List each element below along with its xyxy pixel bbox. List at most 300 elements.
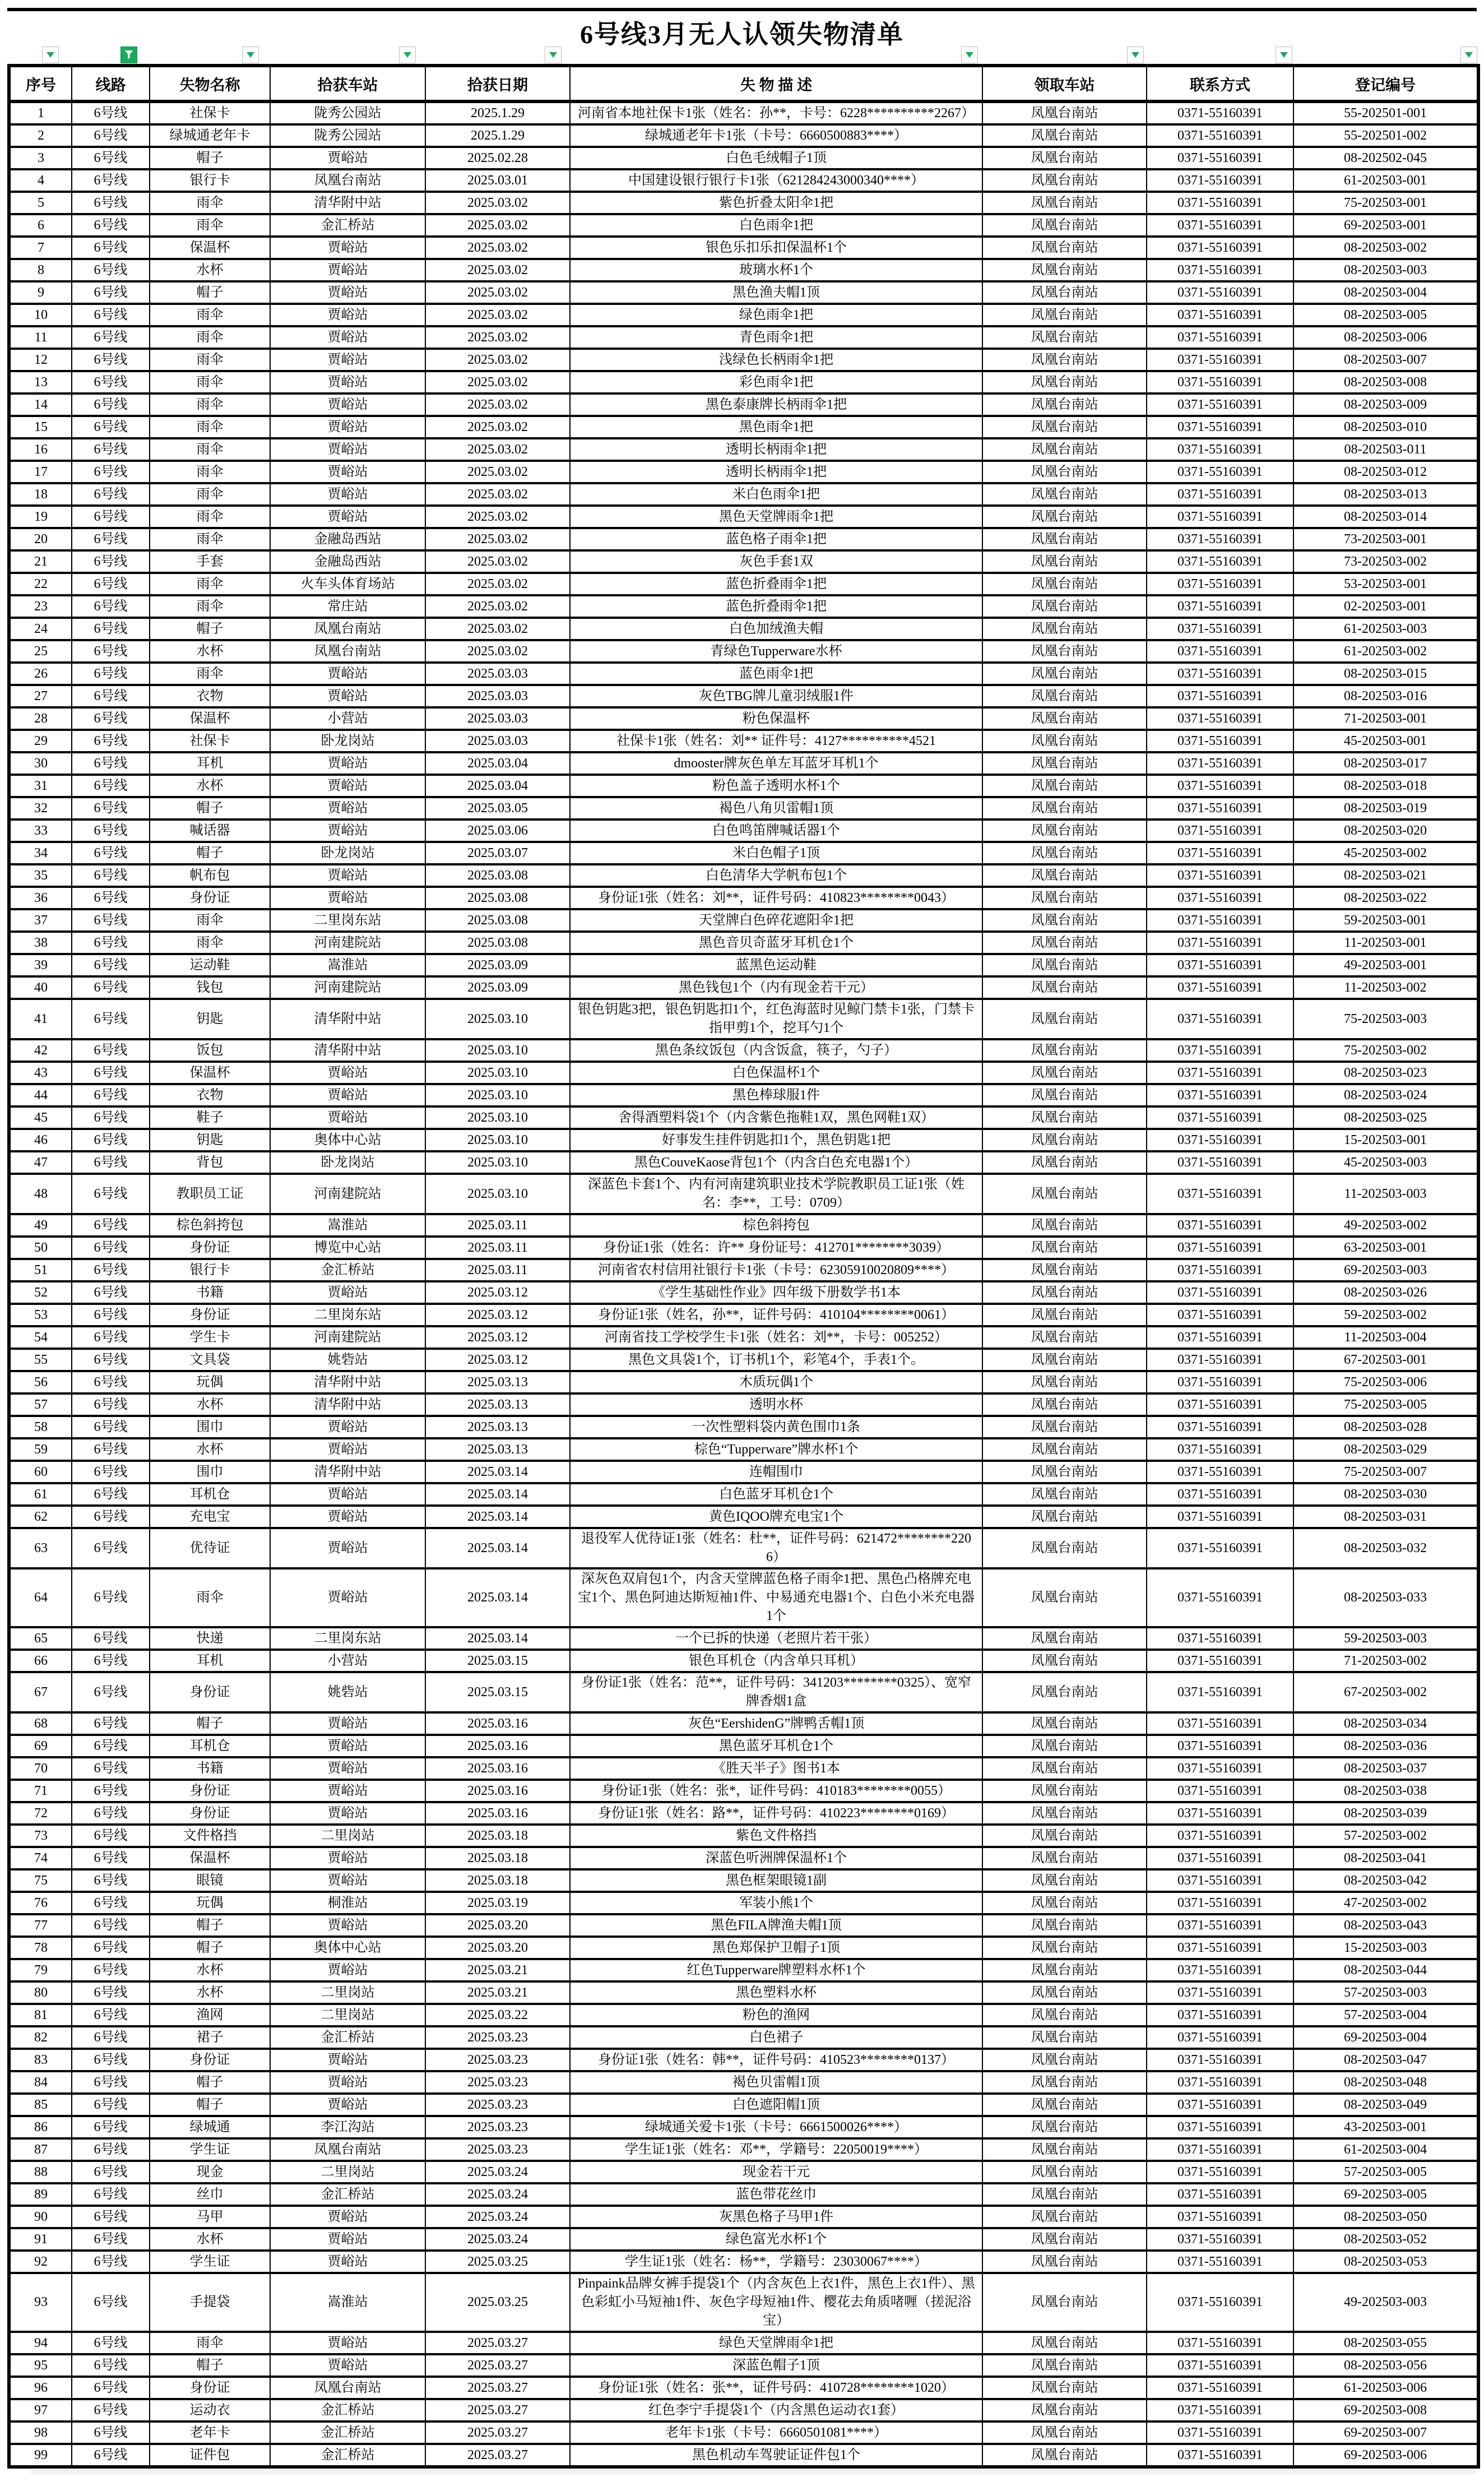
cell-line[interactable]: 6号线 bbox=[72, 1802, 150, 1825]
cell-line[interactable]: 6号线 bbox=[72, 797, 150, 819]
cell-item[interactable]: 保温杯 bbox=[150, 237, 270, 259]
cell-pickup_station[interactable]: 凤凰台南站 bbox=[982, 1237, 1147, 1259]
cell-reg_no[interactable]: 08-202503-015 bbox=[1293, 663, 1478, 685]
cell-found_date[interactable]: 2025.03.08 bbox=[425, 887, 570, 909]
cell-contact[interactable]: 0371-55160391 bbox=[1147, 1672, 1293, 1712]
cell-contact[interactable]: 0371-55160391 bbox=[1147, 1349, 1293, 1371]
cell-contact[interactable]: 0371-55160391 bbox=[1147, 707, 1293, 730]
cell-line[interactable]: 6号线 bbox=[72, 1825, 150, 1847]
cell-line[interactable]: 6号线 bbox=[72, 1937, 150, 1959]
cell-found_date[interactable]: 2025.03.03 bbox=[425, 730, 570, 752]
cell-no[interactable]: 71 bbox=[9, 1780, 72, 1802]
cell-line[interactable]: 6号线 bbox=[72, 326, 150, 349]
cell-found_station[interactable]: 二里岗站 bbox=[270, 2004, 425, 2026]
cell-item[interactable]: 雨伞 bbox=[150, 461, 270, 483]
cell-item[interactable]: 眼镜 bbox=[150, 1869, 270, 1892]
cell-pickup_station[interactable]: 凤凰台南站 bbox=[982, 1438, 1147, 1461]
cell-reg_no[interactable]: 75-202503-001 bbox=[1293, 192, 1478, 214]
cell-description[interactable]: 褐色贝雷帽1顶 bbox=[570, 2071, 982, 2094]
cell-description[interactable]: 黑色框架眼镜1副 bbox=[570, 1869, 982, 1892]
cell-description[interactable]: 黑色FILA牌渔夫帽1顶 bbox=[570, 1914, 982, 1937]
cell-found_date[interactable]: 2025.03.23 bbox=[425, 2049, 570, 2071]
cell-pickup_station[interactable]: 凤凰台南站 bbox=[982, 2421, 1147, 2444]
cell-found_station[interactable]: 贾峪站 bbox=[270, 663, 425, 685]
cell-contact[interactable]: 0371-55160391 bbox=[1147, 2332, 1293, 2354]
cell-no[interactable]: 32 bbox=[9, 797, 72, 819]
cell-contact[interactable]: 0371-55160391 bbox=[1147, 1062, 1293, 1084]
cell-item[interactable]: 雨伞 bbox=[150, 371, 270, 393]
cell-found_station[interactable]: 贾峪站 bbox=[270, 2094, 425, 2116]
cell-found_date[interactable]: 2025.03.13 bbox=[425, 1371, 570, 1393]
cell-found_date[interactable]: 2025.03.02 bbox=[425, 595, 570, 618]
cell-no[interactable]: 31 bbox=[9, 775, 72, 797]
cell-line[interactable]: 6号线 bbox=[72, 2421, 150, 2444]
cell-found_station[interactable]: 贾峪站 bbox=[270, 1062, 425, 1084]
cell-description[interactable]: 黑色泰康牌长柄雨伞1把 bbox=[570, 393, 982, 416]
cell-line[interactable]: 6号线 bbox=[72, 2377, 150, 2399]
cell-line[interactable]: 6号线 bbox=[72, 730, 150, 752]
cell-description[interactable]: 灰色TBG牌儿童羽绒服1件 bbox=[570, 685, 982, 707]
cell-reg_no[interactable]: 43-202503-001 bbox=[1293, 2116, 1478, 2138]
cell-pickup_station[interactable]: 凤凰台南站 bbox=[982, 1937, 1147, 1959]
cell-reg_no[interactable]: 08-202503-003 bbox=[1293, 259, 1478, 281]
cell-found_station[interactable]: 贾峪站 bbox=[270, 461, 425, 483]
cell-item[interactable]: 银行卡 bbox=[150, 169, 270, 192]
cell-found_date[interactable]: 2025.03.12 bbox=[425, 1281, 570, 1304]
cell-pickup_station[interactable]: 凤凰台南站 bbox=[982, 1780, 1147, 1802]
cell-found_station[interactable]: 贾峪站 bbox=[270, 483, 425, 506]
cell-description[interactable]: 白色保温杯1个 bbox=[570, 1062, 982, 1084]
cell-contact[interactable]: 0371-55160391 bbox=[1147, 1914, 1293, 1937]
cell-pickup_station[interactable]: 凤凰台南站 bbox=[982, 1062, 1147, 1084]
cell-item[interactable]: 帽子 bbox=[150, 1712, 270, 1735]
cell-no[interactable]: 87 bbox=[9, 2138, 72, 2161]
cell-pickup_station[interactable]: 凤凰台南站 bbox=[982, 1981, 1147, 2004]
cell-found_station[interactable]: 二里岗东站 bbox=[270, 909, 425, 932]
cell-reg_no[interactable]: 08-202503-047 bbox=[1293, 2049, 1478, 2071]
cell-contact[interactable]: 0371-55160391 bbox=[1147, 663, 1293, 685]
cell-no[interactable]: 17 bbox=[9, 461, 72, 483]
cell-no[interactable]: 92 bbox=[9, 2251, 72, 2273]
cell-no[interactable]: 25 bbox=[9, 640, 72, 663]
cell-found_station[interactable]: 陇秀公园站 bbox=[270, 124, 425, 147]
cell-pickup_station[interactable]: 凤凰台南站 bbox=[982, 2332, 1147, 2354]
cell-pickup_station[interactable]: 凤凰台南站 bbox=[982, 393, 1147, 416]
cell-found_station[interactable]: 贾峪站 bbox=[270, 1438, 425, 1461]
cell-no[interactable]: 95 bbox=[9, 2354, 72, 2377]
cell-line[interactable]: 6号线 bbox=[72, 707, 150, 730]
cell-description[interactable]: 蓝色带花丝巾 bbox=[570, 2183, 982, 2206]
cell-contact[interactable]: 0371-55160391 bbox=[1147, 909, 1293, 932]
cell-reg_no[interactable]: 59-202503-003 bbox=[1293, 1627, 1478, 1650]
cell-no[interactable]: 90 bbox=[9, 2206, 72, 2228]
cell-pickup_station[interactable]: 凤凰台南站 bbox=[982, 1129, 1147, 1151]
cell-found_station[interactable]: 贾峪站 bbox=[270, 797, 425, 819]
cell-reg_no[interactable]: 08-202503-024 bbox=[1293, 1084, 1478, 1106]
cell-reg_no[interactable]: 08-202503-014 bbox=[1293, 506, 1478, 528]
cell-description[interactable]: 紫色折叠太阳伞1把 bbox=[570, 192, 982, 214]
cell-line[interactable]: 6号线 bbox=[72, 1039, 150, 1062]
cell-contact[interactable]: 0371-55160391 bbox=[1147, 618, 1293, 640]
cell-found_station[interactable]: 博览中心站 bbox=[270, 1237, 425, 1259]
cell-pickup_station[interactable]: 凤凰台南站 bbox=[982, 371, 1147, 393]
cell-contact[interactable]: 0371-55160391 bbox=[1147, 147, 1293, 169]
cell-description[interactable]: 好事发生挂件钥匙扣1个，黑色钥匙1把 bbox=[570, 1129, 982, 1151]
cell-reg_no[interactable]: 08-202503-033 bbox=[1293, 1568, 1478, 1627]
cell-line[interactable]: 6号线 bbox=[72, 393, 150, 416]
cell-contact[interactable]: 0371-55160391 bbox=[1147, 528, 1293, 550]
cell-found_date[interactable]: 2025.03.02 bbox=[425, 550, 570, 573]
cell-item[interactable]: 保温杯 bbox=[150, 1847, 270, 1869]
cell-found_station[interactable]: 贾峪站 bbox=[270, 1568, 425, 1627]
cell-item[interactable]: 书籍 bbox=[150, 1757, 270, 1780]
cell-line[interactable]: 6号线 bbox=[72, 954, 150, 976]
cell-pickup_station[interactable]: 凤凰台南站 bbox=[982, 259, 1147, 281]
cell-no[interactable]: 8 bbox=[9, 259, 72, 281]
cell-found_date[interactable]: 2025.03.11 bbox=[425, 1214, 570, 1237]
cell-pickup_station[interactable]: 凤凰台南站 bbox=[982, 1349, 1147, 1371]
cell-pickup_station[interactable]: 凤凰台南站 bbox=[982, 1892, 1147, 1914]
cell-found_date[interactable]: 2025.1.29 bbox=[425, 124, 570, 147]
cell-pickup_station[interactable]: 凤凰台南站 bbox=[982, 124, 1147, 147]
cell-found_date[interactable]: 2025.03.02 bbox=[425, 461, 570, 483]
cell-reg_no[interactable]: 08-202503-049 bbox=[1293, 2094, 1478, 2116]
cell-description[interactable]: 白色清华大学帆布包1个 bbox=[570, 864, 982, 887]
cell-found_station[interactable]: 贾峪站 bbox=[270, 237, 425, 259]
cell-description[interactable]: 透明长柄雨伞1把 bbox=[570, 438, 982, 461]
cell-reg_no[interactable]: 08-202503-056 bbox=[1293, 2354, 1478, 2377]
cell-line[interactable]: 6号线 bbox=[72, 2228, 150, 2251]
cell-found_station[interactable]: 小营站 bbox=[270, 1650, 425, 1672]
cell-found_station[interactable]: 凤凰台南站 bbox=[270, 640, 425, 663]
cell-pickup_station[interactable]: 凤凰台南站 bbox=[982, 237, 1147, 259]
cell-reg_no[interactable]: 11-202503-002 bbox=[1293, 976, 1478, 999]
cell-contact[interactable]: 0371-55160391 bbox=[1147, 214, 1293, 237]
cell-reg_no[interactable]: 08-202503-043 bbox=[1293, 1914, 1478, 1937]
cell-pickup_station[interactable]: 凤凰台南站 bbox=[982, 550, 1147, 573]
cell-item[interactable]: 帽子 bbox=[150, 2094, 270, 2116]
cell-description[interactable]: 身份证1张（姓名：范**，证件号码：341203********0325）、宽窄牌香烟1盒 bbox=[570, 1672, 982, 1712]
cell-description[interactable]: 银色钥匙3把，银色钥匙扣1个，红色海蓝时见鲸门禁卡1张，门禁卡指甲剪1个，挖耳勺1个 bbox=[570, 999, 982, 1039]
cell-no[interactable]: 37 bbox=[9, 909, 72, 932]
cell-item[interactable]: 耳机仓 bbox=[150, 1483, 270, 1506]
cell-no[interactable]: 33 bbox=[9, 819, 72, 842]
cell-found_date[interactable]: 2025.03.27 bbox=[425, 2399, 570, 2421]
cell-found_date[interactable]: 2025.03.24 bbox=[425, 2206, 570, 2228]
cell-pickup_station[interactable]: 凤凰台南站 bbox=[982, 1650, 1147, 1672]
cell-line[interactable]: 6号线 bbox=[72, 663, 150, 685]
cell-no[interactable]: 49 bbox=[9, 1214, 72, 1237]
cell-found_station[interactable]: 贾峪站 bbox=[270, 2049, 425, 2071]
cell-found_station[interactable]: 清华附中站 bbox=[270, 192, 425, 214]
cell-found_date[interactable]: 2025.03.10 bbox=[425, 1084, 570, 1106]
cell-line[interactable]: 6号线 bbox=[72, 2049, 150, 2071]
cell-no[interactable]: 42 bbox=[9, 1039, 72, 1062]
cell-pickup_station[interactable]: 凤凰台南站 bbox=[982, 1326, 1147, 1349]
cell-found_date[interactable]: 2025.03.02 bbox=[425, 304, 570, 326]
cell-pickup_station[interactable]: 凤凰台南站 bbox=[982, 1712, 1147, 1735]
cell-no[interactable]: 4 bbox=[9, 169, 72, 192]
cell-reg_no[interactable]: 69-202503-003 bbox=[1293, 1259, 1478, 1281]
cell-pickup_station[interactable]: 凤凰台南站 bbox=[982, 1802, 1147, 1825]
cell-no[interactable]: 81 bbox=[9, 2004, 72, 2026]
cell-no[interactable]: 52 bbox=[9, 1281, 72, 1304]
cell-found_station[interactable]: 贾峪站 bbox=[270, 1847, 425, 1869]
cell-found_station[interactable]: 清华附中站 bbox=[270, 1393, 425, 1416]
cell-reg_no[interactable]: 75-202503-003 bbox=[1293, 999, 1478, 1039]
cell-no[interactable]: 61 bbox=[9, 1483, 72, 1506]
cell-description[interactable]: 青绿色Tupperware水杯 bbox=[570, 640, 982, 663]
cell-description[interactable]: 学生证1张（姓名：邓**，学籍号：22050019****） bbox=[570, 2138, 982, 2161]
cell-line[interactable]: 6号线 bbox=[72, 1528, 150, 1568]
cell-found_date[interactable]: 2025.03.27 bbox=[425, 2377, 570, 2399]
cell-found_station[interactable]: 金汇桥站 bbox=[270, 2421, 425, 2444]
cell-item[interactable]: 雨伞 bbox=[150, 438, 270, 461]
cell-found_station[interactable]: 贾峪站 bbox=[270, 259, 425, 281]
cell-found_station[interactable]: 姚砦站 bbox=[270, 1672, 425, 1712]
cell-contact[interactable]: 0371-55160391 bbox=[1147, 393, 1293, 416]
cell-line[interactable]: 6号线 bbox=[72, 1174, 150, 1214]
cell-description[interactable]: 黑色天堂牌雨伞1把 bbox=[570, 506, 982, 528]
cell-no[interactable]: 7 bbox=[9, 237, 72, 259]
cell-reg_no[interactable]: 47-202503-002 bbox=[1293, 1892, 1478, 1914]
cell-found_date[interactable]: 2025.03.23 bbox=[425, 2026, 570, 2049]
cell-item[interactable]: 玩偶 bbox=[150, 1892, 270, 1914]
cell-pickup_station[interactable]: 凤凰台南站 bbox=[982, 349, 1147, 371]
cell-line[interactable]: 6号线 bbox=[72, 1959, 150, 1981]
cell-found_station[interactable]: 李江沟站 bbox=[270, 2116, 425, 2138]
cell-description[interactable]: 蓝色折叠雨伞1把 bbox=[570, 573, 982, 595]
cell-description[interactable]: 蓝色雨伞1把 bbox=[570, 663, 982, 685]
cell-found_station[interactable]: 金汇桥站 bbox=[270, 2399, 425, 2421]
cell-line[interactable]: 6号线 bbox=[72, 618, 150, 640]
cell-found_station[interactable]: 贾峪站 bbox=[270, 1712, 425, 1735]
cell-found_station[interactable]: 贾峪站 bbox=[270, 1528, 425, 1568]
cell-no[interactable]: 15 bbox=[9, 416, 72, 438]
cell-line[interactable]: 6号线 bbox=[72, 214, 150, 237]
cell-contact[interactable]: 0371-55160391 bbox=[1147, 976, 1293, 999]
cell-line[interactable]: 6号线 bbox=[72, 2161, 150, 2183]
cell-found_date[interactable]: 2025.03.11 bbox=[425, 1259, 570, 1281]
cell-found_date[interactable]: 2025.03.18 bbox=[425, 1869, 570, 1892]
cell-contact[interactable]: 0371-55160391 bbox=[1147, 932, 1293, 954]
cell-line[interactable]: 6号线 bbox=[72, 2094, 150, 2116]
cell-no[interactable]: 35 bbox=[9, 864, 72, 887]
cell-reg_no[interactable]: 61-202503-003 bbox=[1293, 618, 1478, 640]
cell-item[interactable]: 钱包 bbox=[150, 976, 270, 999]
cell-no[interactable]: 14 bbox=[9, 393, 72, 416]
cell-item[interactable]: 衣物 bbox=[150, 685, 270, 707]
column-header-contact[interactable]: 联系方式 bbox=[1147, 66, 1293, 101]
cell-contact[interactable]: 0371-55160391 bbox=[1147, 1735, 1293, 1757]
cell-found_station[interactable]: 河南建院站 bbox=[270, 976, 425, 999]
cell-found_date[interactable]: 2025.03.10 bbox=[425, 1106, 570, 1129]
cell-pickup_station[interactable]: 凤凰台南站 bbox=[982, 2161, 1147, 2183]
cell-contact[interactable]: 0371-55160391 bbox=[1147, 506, 1293, 528]
cell-reg_no[interactable]: 71-202503-002 bbox=[1293, 1650, 1478, 1672]
cell-line[interactable]: 6号线 bbox=[72, 1981, 150, 2004]
cell-found_station[interactable]: 二里岗东站 bbox=[270, 1627, 425, 1650]
cell-reg_no[interactable]: 08-202503-031 bbox=[1293, 1506, 1478, 1528]
cell-line[interactable]: 6号线 bbox=[72, 192, 150, 214]
cell-item[interactable]: 耳机仓 bbox=[150, 1735, 270, 1757]
cell-found_date[interactable]: 2025.03.06 bbox=[425, 819, 570, 842]
cell-found_date[interactable]: 2025.03.10 bbox=[425, 1129, 570, 1151]
cell-reg_no[interactable]: 15-202503-001 bbox=[1293, 1129, 1478, 1151]
cell-description[interactable]: 身份证1张（姓名：路**，证件号码：410223********0169） bbox=[570, 1802, 982, 1825]
cell-description[interactable]: 一次性塑料袋内黄色围巾1条 bbox=[570, 1416, 982, 1438]
cell-item[interactable]: 背包 bbox=[150, 1151, 270, 1174]
cell-no[interactable]: 29 bbox=[9, 730, 72, 752]
cell-no[interactable]: 65 bbox=[9, 1627, 72, 1650]
cell-no[interactable]: 72 bbox=[9, 1802, 72, 1825]
cell-contact[interactable]: 0371-55160391 bbox=[1147, 797, 1293, 819]
cell-found_date[interactable]: 2025.03.16 bbox=[425, 1780, 570, 1802]
cell-found_station[interactable]: 贾峪站 bbox=[270, 1735, 425, 1757]
cell-description[interactable]: 绿城通老年卡1张（卡号：6660500883****） bbox=[570, 124, 982, 147]
cell-reg_no[interactable]: 08-202503-022 bbox=[1293, 887, 1478, 909]
cell-reg_no[interactable]: 08-202503-048 bbox=[1293, 2071, 1478, 2094]
cell-no[interactable]: 50 bbox=[9, 1237, 72, 1259]
cell-line[interactable]: 6号线 bbox=[72, 1371, 150, 1393]
cell-reg_no[interactable]: 08-202503-029 bbox=[1293, 1438, 1478, 1461]
cell-no[interactable]: 59 bbox=[9, 1438, 72, 1461]
cell-reg_no[interactable]: 08-202503-042 bbox=[1293, 1869, 1478, 1892]
cell-contact[interactable]: 0371-55160391 bbox=[1147, 2421, 1293, 2444]
cell-description[interactable]: 木质玩偶1个 bbox=[570, 1371, 982, 1393]
cell-item[interactable]: 雨伞 bbox=[150, 1568, 270, 1627]
cell-reg_no[interactable]: 02-202503-001 bbox=[1293, 595, 1478, 618]
cell-item[interactable]: 水杯 bbox=[150, 259, 270, 281]
cell-item[interactable]: 文件格挡 bbox=[150, 1825, 270, 1847]
cell-found_date[interactable]: 2025.03.10 bbox=[425, 1039, 570, 1062]
cell-no[interactable]: 63 bbox=[9, 1528, 72, 1568]
cell-found_date[interactable]: 2025.03.02 bbox=[425, 237, 570, 259]
cell-description[interactable]: 紫色文件格挡 bbox=[570, 1825, 982, 1847]
cell-description[interactable]: 黑色条纹饭包（内含饭盒，筷子，勺子） bbox=[570, 1039, 982, 1062]
cell-found_station[interactable]: 贾峪站 bbox=[270, 147, 425, 169]
cell-line[interactable]: 6号线 bbox=[72, 147, 150, 169]
cell-contact[interactable]: 0371-55160391 bbox=[1147, 1712, 1293, 1735]
cell-found_date[interactable]: 2025.02.28 bbox=[425, 147, 570, 169]
cell-found_date[interactable]: 2025.03.14 bbox=[425, 1461, 570, 1483]
cell-no[interactable]: 85 bbox=[9, 2094, 72, 2116]
cell-found_date[interactable]: 2025.03.02 bbox=[425, 506, 570, 528]
cell-pickup_station[interactable]: 凤凰台南站 bbox=[982, 707, 1147, 730]
cell-reg_no[interactable]: 69-202503-005 bbox=[1293, 2183, 1478, 2206]
cell-reg_no[interactable]: 08-202503-023 bbox=[1293, 1062, 1478, 1084]
cell-no[interactable]: 23 bbox=[9, 595, 72, 618]
cell-no[interactable]: 16 bbox=[9, 438, 72, 461]
cell-reg_no[interactable]: 75-202503-007 bbox=[1293, 1461, 1478, 1483]
cell-pickup_station[interactable]: 凤凰台南站 bbox=[982, 1735, 1147, 1757]
cell-description[interactable]: 粉色盖子透明水杯1个 bbox=[570, 775, 982, 797]
cell-line[interactable]: 6号线 bbox=[72, 2354, 150, 2377]
cell-reg_no[interactable]: 53-202503-001 bbox=[1293, 573, 1478, 595]
cell-contact[interactable]: 0371-55160391 bbox=[1147, 2273, 1293, 2332]
cell-contact[interactable]: 0371-55160391 bbox=[1147, 1438, 1293, 1461]
cell-description[interactable]: 白色遮阳帽1顶 bbox=[570, 2094, 982, 2116]
cell-no[interactable]: 82 bbox=[9, 2026, 72, 2049]
cell-item[interactable]: 渔网 bbox=[150, 2004, 270, 2026]
cell-reg_no[interactable]: 08-202503-016 bbox=[1293, 685, 1478, 707]
cell-item[interactable]: 饭包 bbox=[150, 1039, 270, 1062]
cell-reg_no[interactable]: 61-202503-006 bbox=[1293, 2377, 1478, 2399]
cell-line[interactable]: 6号线 bbox=[72, 2399, 150, 2421]
cell-description[interactable]: 退役军人优待证1张（姓名：杜**，证件号码：621472********2206） bbox=[570, 1528, 982, 1568]
cell-found_date[interactable]: 2025.03.24 bbox=[425, 2228, 570, 2251]
cell-no[interactable]: 88 bbox=[9, 2161, 72, 2183]
cell-found_station[interactable]: 河南建院站 bbox=[270, 1326, 425, 1349]
cell-reg_no[interactable]: 69-202503-007 bbox=[1293, 2421, 1478, 2444]
cell-item[interactable]: 水杯 bbox=[150, 775, 270, 797]
cell-found_date[interactable]: 2025.03.04 bbox=[425, 775, 570, 797]
cell-found_station[interactable]: 贾峪站 bbox=[270, 1869, 425, 1892]
cell-item[interactable]: 学生卡 bbox=[150, 1326, 270, 1349]
cell-contact[interactable]: 0371-55160391 bbox=[1147, 573, 1293, 595]
cell-item[interactable]: 身份证 bbox=[150, 2049, 270, 2071]
cell-found_station[interactable]: 贾峪站 bbox=[270, 326, 425, 349]
cell-reg_no[interactable]: 08-202503-004 bbox=[1293, 281, 1478, 304]
cell-line[interactable]: 6号线 bbox=[72, 752, 150, 775]
cell-description[interactable]: 粉色保温杯 bbox=[570, 707, 982, 730]
cell-pickup_station[interactable]: 凤凰台南站 bbox=[982, 416, 1147, 438]
cell-reg_no[interactable]: 69-202503-001 bbox=[1293, 214, 1478, 237]
cell-line[interactable]: 6号线 bbox=[72, 1506, 150, 1528]
cell-contact[interactable]: 0371-55160391 bbox=[1147, 775, 1293, 797]
cell-found_date[interactable]: 2025.03.23 bbox=[425, 2071, 570, 2094]
cell-found_date[interactable]: 2025.03.21 bbox=[425, 1959, 570, 1981]
cell-contact[interactable]: 0371-55160391 bbox=[1147, 1174, 1293, 1214]
cell-found_date[interactable]: 2025.03.18 bbox=[425, 1825, 570, 1847]
cell-line[interactable]: 6号线 bbox=[72, 999, 150, 1039]
cell-found_date[interactable]: 2025.03.27 bbox=[425, 2354, 570, 2377]
cell-found_station[interactable]: 贾峪站 bbox=[270, 1416, 425, 1438]
cell-item[interactable]: 雨伞 bbox=[150, 595, 270, 618]
cell-description[interactable]: 米白色雨伞1把 bbox=[570, 483, 982, 506]
cell-description[interactable]: 蓝色格子雨伞1把 bbox=[570, 528, 982, 550]
cell-found_date[interactable]: 2025.03.14 bbox=[425, 1483, 570, 1506]
cell-found_station[interactable]: 凤凰台南站 bbox=[270, 618, 425, 640]
cell-found_date[interactable]: 2025.03.20 bbox=[425, 1937, 570, 1959]
cell-item[interactable]: 雨伞 bbox=[150, 528, 270, 550]
cell-item[interactable]: 老年卡 bbox=[150, 2421, 270, 2444]
cell-contact[interactable]: 0371-55160391 bbox=[1147, 371, 1293, 393]
cell-description[interactable]: 浅绿色长柄雨伞1把 bbox=[570, 349, 982, 371]
cell-item[interactable]: 身份证 bbox=[150, 1237, 270, 1259]
cell-pickup_station[interactable]: 凤凰台南站 bbox=[982, 1914, 1147, 1937]
cell-item[interactable]: 现金 bbox=[150, 2161, 270, 2183]
cell-pickup_station[interactable]: 凤凰台南站 bbox=[982, 1959, 1147, 1981]
cell-item[interactable]: 保温杯 bbox=[150, 707, 270, 730]
cell-item[interactable]: 雨伞 bbox=[150, 326, 270, 349]
cell-description[interactable]: 天堂牌白色碎花遮阳伞1把 bbox=[570, 909, 982, 932]
cell-reg_no[interactable]: 08-202503-053 bbox=[1293, 2251, 1478, 2273]
cell-item[interactable]: 身份证 bbox=[150, 1304, 270, 1326]
cell-no[interactable]: 56 bbox=[9, 1371, 72, 1393]
cell-pickup_station[interactable]: 凤凰台南站 bbox=[982, 1304, 1147, 1326]
cell-no[interactable]: 2 bbox=[9, 124, 72, 147]
cell-found_station[interactable]: 二里岗站 bbox=[270, 1981, 425, 2004]
cell-no[interactable]: 41 bbox=[9, 999, 72, 1039]
cell-line[interactable]: 6号线 bbox=[72, 819, 150, 842]
cell-found_date[interactable]: 2025.03.27 bbox=[425, 2444, 570, 2467]
cell-description[interactable]: 军装小熊1个 bbox=[570, 1892, 982, 1914]
cell-found_station[interactable]: 贾峪站 bbox=[270, 1483, 425, 1506]
cell-found_date[interactable]: 2025.03.16 bbox=[425, 1802, 570, 1825]
cell-found_station[interactable]: 贾峪站 bbox=[270, 506, 425, 528]
cell-line[interactable]: 6号线 bbox=[72, 1627, 150, 1650]
